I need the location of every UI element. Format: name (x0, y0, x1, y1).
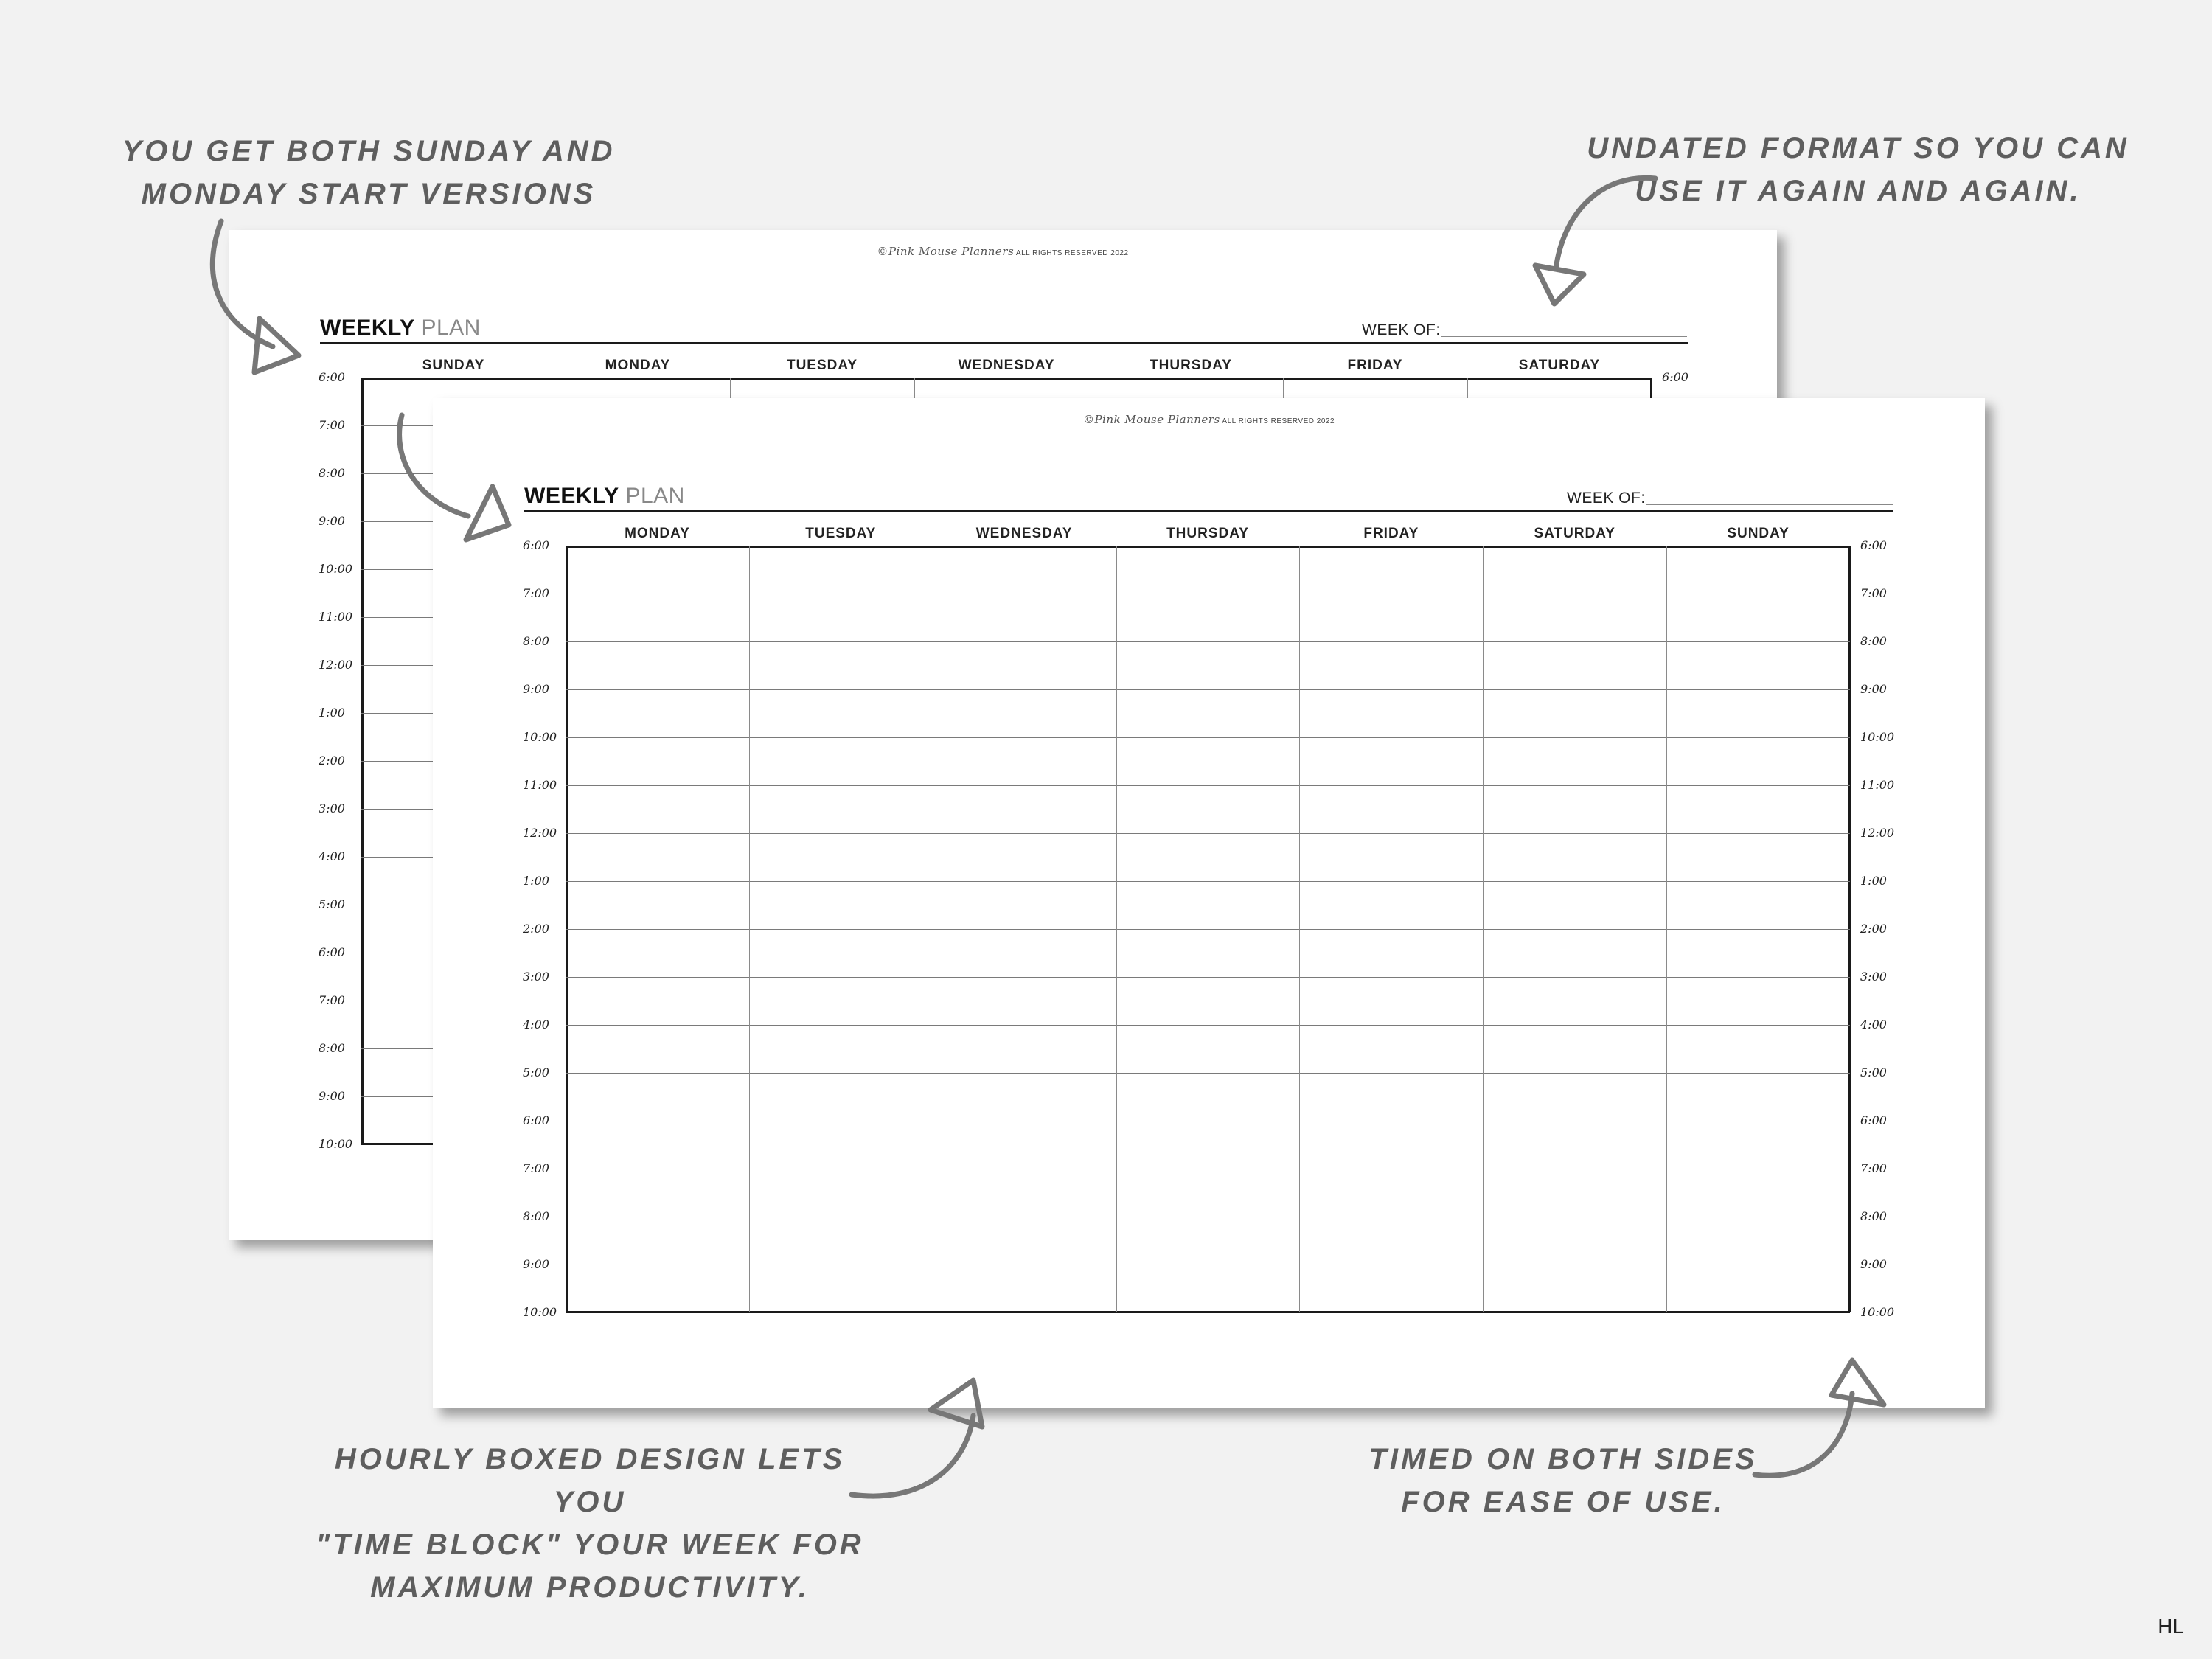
time-label-right: 6:00 (1860, 538, 1887, 552)
arrow-head-icon (1535, 265, 1584, 304)
curved-arrow-icon (1556, 178, 1655, 269)
time-label-left: 4:00 (523, 1018, 549, 1032)
day-header-saturday: SATURDAY (1518, 358, 1601, 373)
time-label-left: 9:00 (319, 1089, 345, 1103)
time-label-left: 9:00 (523, 1257, 549, 1271)
time-label-left: 9:00 (319, 514, 345, 528)
time-label-left: 8:00 (523, 1209, 549, 1223)
time-label-left: 6:00 (523, 1113, 549, 1127)
title-light: PLAN (421, 316, 481, 340)
callout-line: TIMED ON BOTH SIDES (1368, 1443, 1758, 1475)
title-bold: WEEKLY (524, 484, 619, 508)
curved-arrow-icon (212, 221, 273, 347)
time-label-left: 10:00 (319, 1137, 353, 1151)
time-label-left: 6:00 (523, 538, 549, 552)
time-label-left: 7:00 (319, 993, 345, 1007)
curved-arrow-icon (1755, 1394, 1852, 1475)
callout-line: HOURLY BOXED DESIGN LETS YOU (334, 1443, 846, 1518)
title-bold: WEEKLY (320, 316, 415, 340)
time-label-left: 3:00 (319, 801, 345, 815)
time-label-right: 9:00 (1860, 1257, 1887, 1271)
day-header-thursday: THURSDAY (1150, 358, 1232, 373)
time-label-left: 5:00 (319, 897, 345, 911)
corner-mark: HL (2157, 1615, 2184, 1638)
time-label-left: 6:00 (319, 370, 345, 384)
time-label-right: 10:00 (1860, 1305, 1895, 1319)
arrow-head-icon (1832, 1360, 1884, 1405)
time-label-right: 5:00 (1860, 1065, 1887, 1079)
day-header-sunday: SUNDAY (1727, 526, 1790, 541)
arrow-head-icon (254, 319, 299, 372)
time-label-left: 3:00 (523, 970, 549, 984)
time-label-left: 4:00 (319, 849, 345, 863)
callout-line: MAXIMUM PRODUCTIVITY. (370, 1571, 810, 1604)
day-header-wednesday: WEDNESDAY (958, 358, 1055, 373)
time-label-left: 7:00 (523, 586, 549, 600)
time-label-right: 4:00 (1860, 1018, 1887, 1032)
time-label-right: 3:00 (1860, 970, 1887, 984)
time-label-left: 2:00 (319, 754, 345, 768)
callout-line: YOU GET BOTH SUNDAY AND (122, 135, 616, 167)
time-label-left: 1:00 (319, 706, 345, 720)
time-label-right: 8:00 (1860, 634, 1887, 648)
day-header-friday: FRIDAY (1347, 358, 1403, 373)
time-label-left: 8:00 (523, 634, 549, 648)
time-label-left: 11:00 (319, 610, 353, 624)
time-label-left: 11:00 (523, 778, 557, 792)
week-of-label: WEEK OF: (1362, 321, 1441, 338)
day-header-wednesday: WEDNESDAY (975, 526, 1073, 541)
time-label-left: 7:00 (319, 418, 345, 432)
week-of-label: WEEK OF: (1567, 490, 1646, 507)
time-label-right: 7:00 (1860, 586, 1887, 600)
curved-arrow-icon (400, 415, 468, 516)
callout-line: UNDATED FORMAT SO YOU CAN (1587, 132, 2129, 164)
callout-line: "TIME BLOCK" YOUR WEEK FOR (316, 1528, 864, 1561)
brand-logo: ©Pink Mouse Planners (877, 245, 1015, 258)
time-label-left: 9:00 (523, 682, 549, 696)
day-header-friday: FRIDAY (1363, 526, 1419, 541)
day-header-monday: MONDAY (605, 358, 671, 373)
brand-logo: ©Pink Mouse Planners (1082, 413, 1220, 426)
day-header-saturday: SATURDAY (1534, 526, 1615, 541)
time-label-left: 6:00 (319, 945, 345, 959)
time-label-left: 7:00 (523, 1161, 549, 1175)
time-label-right: 8:00 (1860, 1209, 1887, 1223)
time-label-right: 7:00 (1860, 1161, 1887, 1175)
time-label-left: 1:00 (523, 874, 549, 888)
callout-line: FOR EASE OF USE. (1401, 1486, 1725, 1518)
time-label-left: 5:00 (523, 1065, 549, 1079)
time-label-left: 10:00 (319, 562, 353, 576)
time-label-right: 10:00 (1860, 730, 1895, 744)
copyright-text: ALL RIGHTS RESERVED 2022 (1222, 417, 1335, 425)
day-header-tuesday: TUESDAY (786, 358, 858, 373)
day-header-thursday: THURSDAY (1166, 526, 1249, 541)
time-label-left: 12:00 (523, 826, 557, 840)
time-label-left: 2:00 (523, 922, 549, 936)
curved-arrow-icon (852, 1416, 973, 1496)
callout-line: MONDAY START VERSIONS (141, 178, 597, 210)
time-label-right: 1:00 (1860, 874, 1887, 888)
time-label-right: 11:00 (1860, 778, 1895, 792)
copyright-text: ALL RIGHTS RESERVED 2022 (1015, 249, 1129, 257)
time-label-left: 12:00 (319, 658, 353, 672)
day-header-monday: MONDAY (625, 526, 690, 541)
time-label-right: 9:00 (1860, 682, 1887, 696)
callout-line: USE IT AGAIN AND AGAIN. (1635, 175, 2081, 207)
day-header-sunday: SUNDAY (422, 358, 485, 373)
title-light: PLAN (625, 484, 685, 508)
time-label-right: 2:00 (1860, 922, 1887, 936)
day-header-tuesday: TUESDAY (805, 526, 877, 541)
time-label-right: 12:00 (1860, 826, 1895, 840)
arrow-head-icon (466, 487, 509, 540)
time-label-left: 10:00 (523, 1305, 557, 1319)
time-label-left: 8:00 (319, 1041, 345, 1055)
time-label-left: 10:00 (523, 730, 557, 744)
time-label-right: 6:00 (1860, 1113, 1887, 1127)
time-label-left: 8:00 (319, 466, 345, 480)
time-label-right: 6:00 (1662, 370, 1688, 384)
